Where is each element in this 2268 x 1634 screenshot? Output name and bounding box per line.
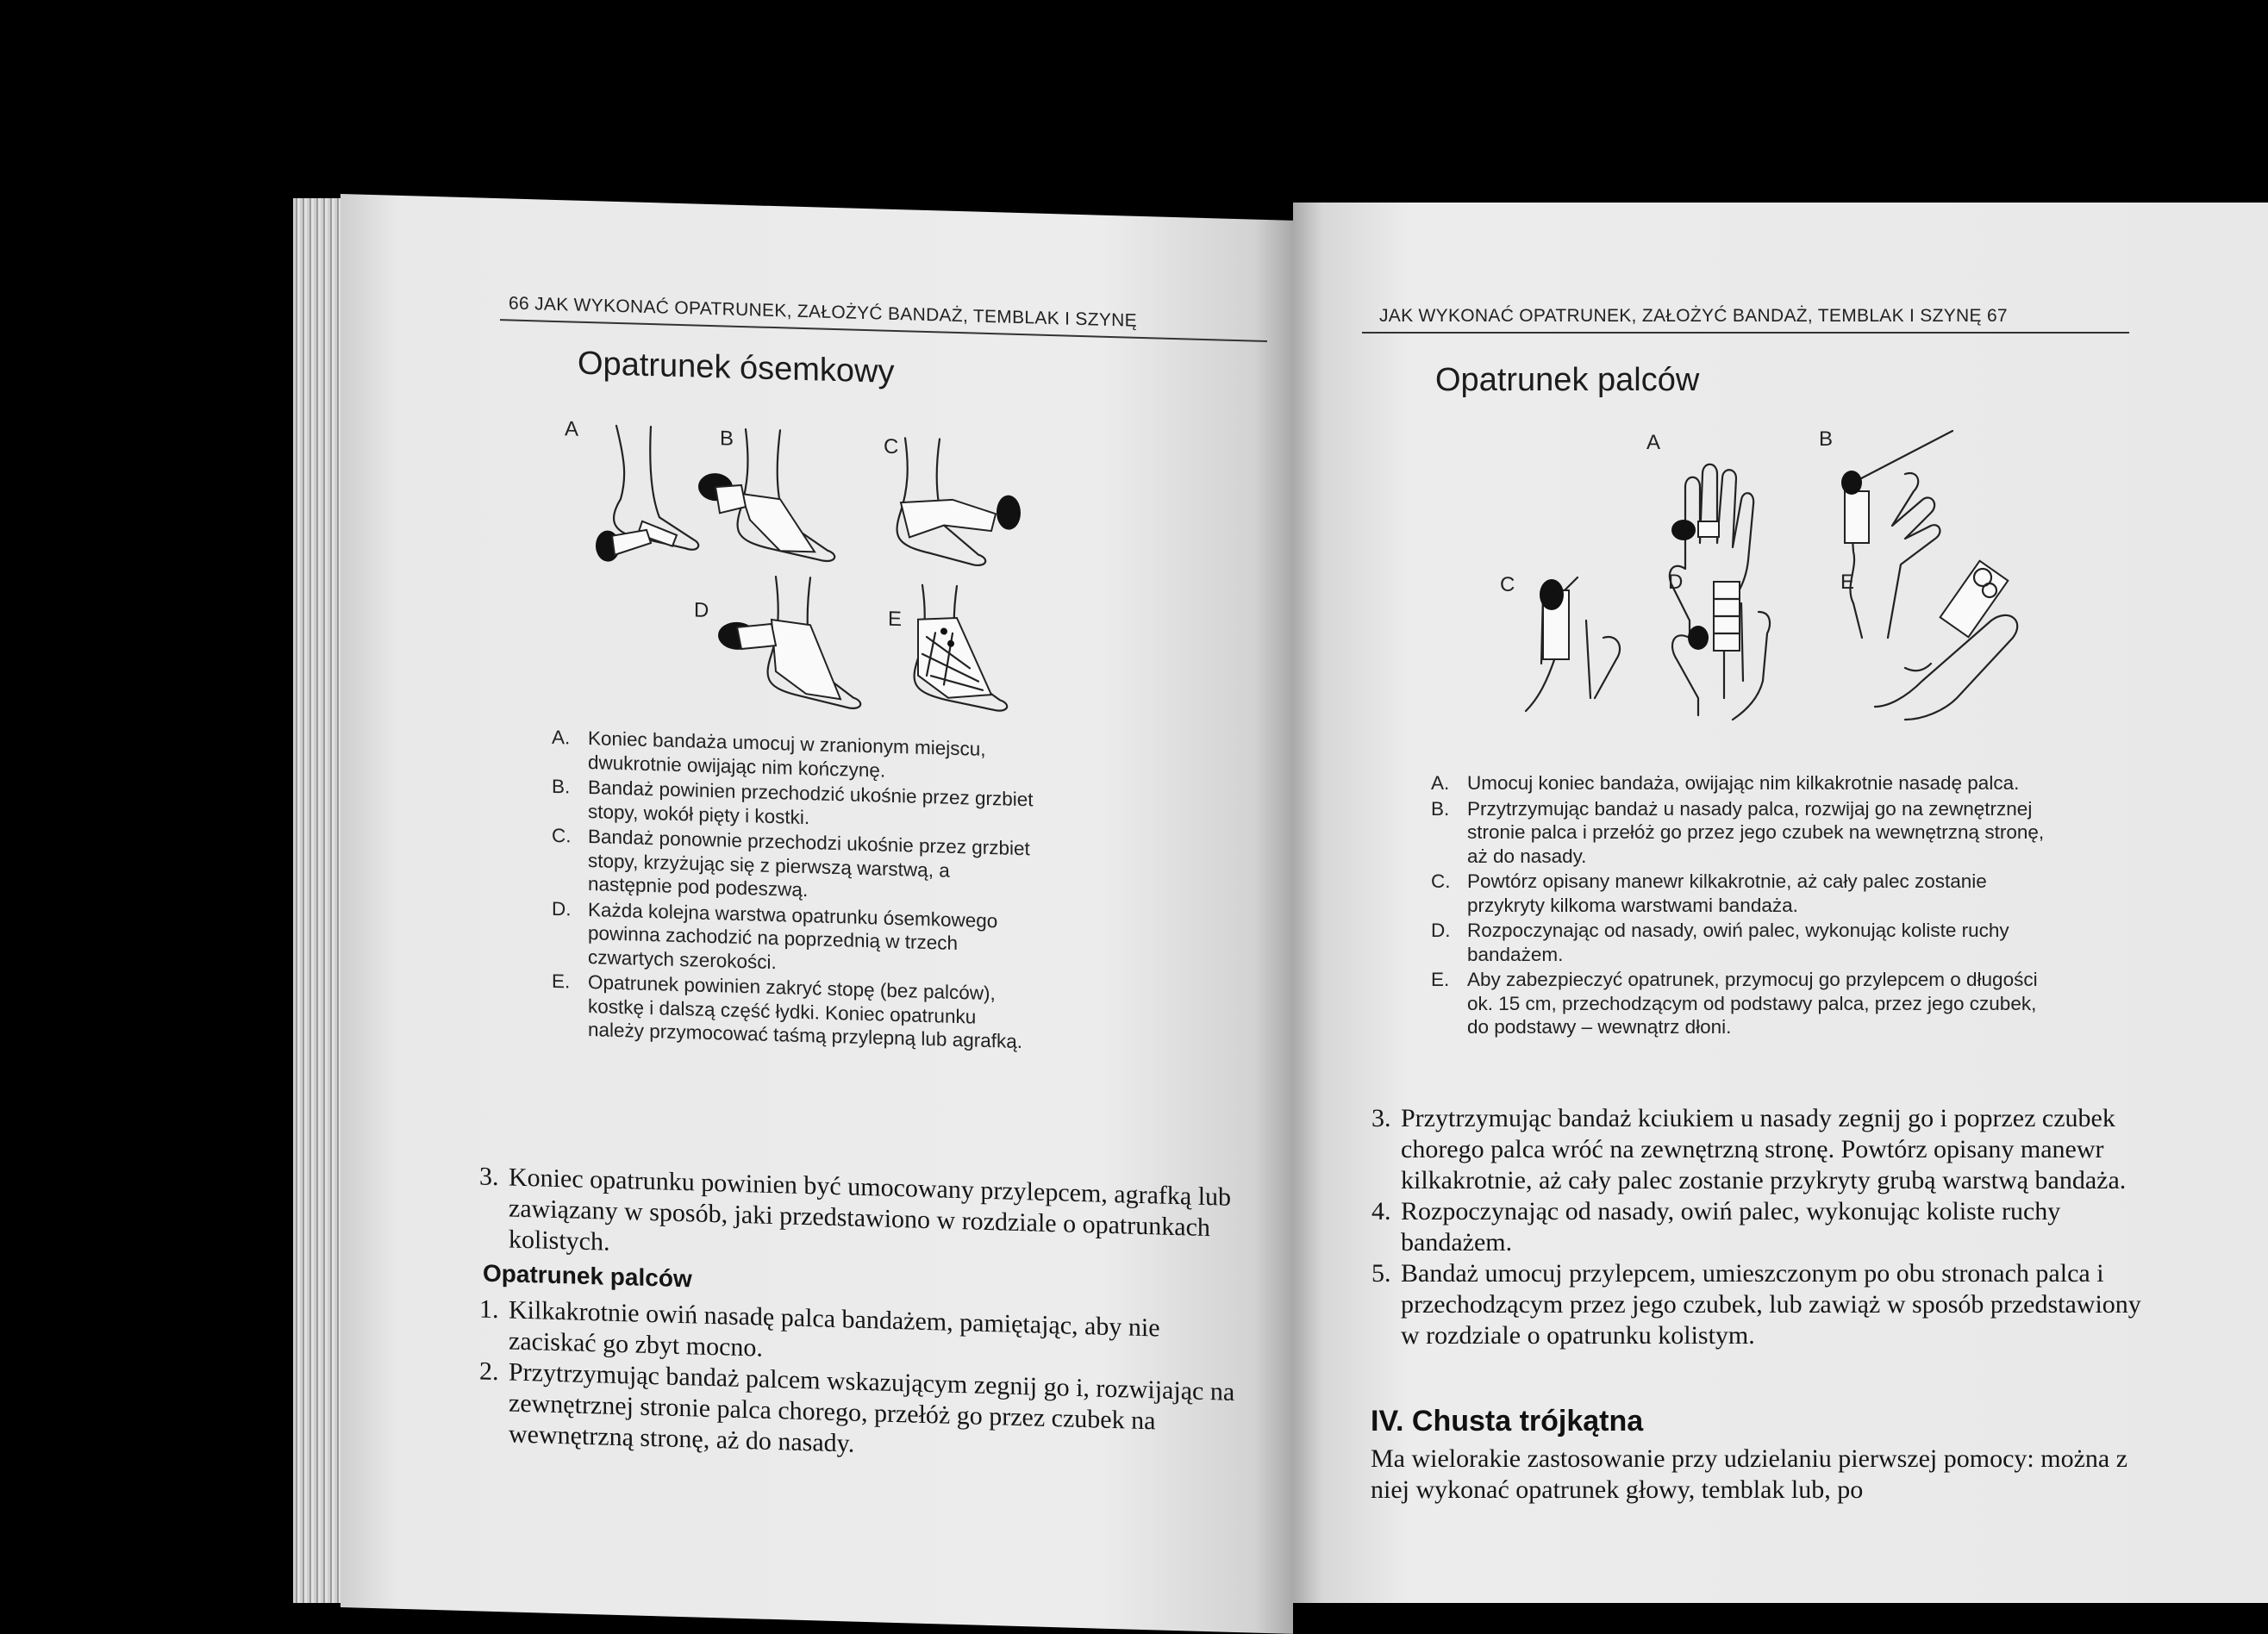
fig-label-e: E	[1840, 571, 1855, 594]
foot-illustration-c	[897, 438, 1021, 566]
right-page	[1293, 203, 2268, 1603]
right-page-header: JAK WYKONAĆ OPATRUNEK, ZAŁOŻYĆ BANDAŻ, TEMBLAK I SZYNĘ 67	[1379, 306, 2008, 326]
foot-illustration-d	[718, 575, 860, 708]
caption-item-c: C. Bandaż ponownie przechodzi ukośnie przez grzbiet stopy, krzyżując się z pierwszą warstwą, a następnie pod podeszwą.	[552, 824, 1030, 901]
caption-item-e: E. Aby zabezpieczyć opatrunek, przymocuj go przylepcem o długości ok. 15 cm, przechodzącym od podstawy palca, przez jego czubek, do podstawy – wewnątrz dłoni.	[1431, 969, 2038, 1038]
left-figure-caption	[552, 726, 1034, 1056]
caption-item-a: A. Umocuj koniec bandaża, owijając nim kilkakrotnie nasadę palca.	[1431, 772, 2020, 794]
hand-illustration-d	[1672, 582, 1770, 720]
right-body-list	[1371, 1103, 2159, 1351]
fig-label-c: C	[884, 434, 899, 459]
left-body-list	[479, 1294, 1241, 1471]
caption-item-d: D. Rozpoczynając od nasady, owiń palec, wykonując koliste ruchy bandażem.	[1431, 920, 2009, 965]
right-figure-caption	[1431, 771, 2047, 1041]
right-body-item-3: 3. Przytrzymując bandaż kciukiem u nasady zegnij go i poprzez czubek chorego palca wróć na zewnętrzną stronę. Powtórz opisany manewr kilkakrotnie, aż cały palec zostanie przykryty grubą warstwą bandaża.	[1371, 1104, 2127, 1194]
caption-item-c: C. Powtórz opisany manewr kilkakrotnie, aż cały palec zostanie przykryty kilkoma warstwami bandaża.	[1431, 870, 1987, 916]
fig-label-a: A	[565, 417, 579, 441]
fig-label-e: E	[888, 607, 903, 632]
chapter-heading: IV. Chusta trójkątna	[1371, 1405, 1644, 1438]
page-stack-edge	[293, 198, 347, 1603]
caption-item-b: B. Bandaż powinien przechodzić ukośnie przez grzbiet stopy, wokół pięty i kostki.	[552, 775, 1034, 828]
foot-illustration-a	[596, 425, 698, 564]
left-subhead: Opatrunek palców	[483, 1259, 692, 1293]
left-page	[341, 194, 1293, 1634]
foot-bandage-figure	[565, 407, 1047, 739]
left-body-item-3: 3. Koniec opatrunku powinien być umocowany przylepcem, agrafką lub zawiązany w sposób, jaki przedstawiono w rozdziale o opatrunkach kolistych.	[479, 1162, 1232, 1257]
right-body-item-4: 4. Rozpoczynając od nasady, owiń palec, wykonując koliste ruchy bandażem.	[1371, 1197, 2061, 1257]
foot-illustration-e	[915, 585, 1008, 711]
right-section-title: Opatrunek palców	[1435, 362, 1700, 398]
fig-label-d: D	[1668, 571, 1684, 594]
caption-item-a: A. Koniec bandaża umocuj w zranionym miejscu, dwukrotnie owijając nim kończynę.	[552, 726, 986, 782]
left-body-item-1: 1. Kilkakrotnie owiń nasadę palca bandażem, pamiętając, aby nie zaciskać go zbyt mocno.	[479, 1294, 1160, 1363]
left-body-item-2: 2. Przytrzymując bandaż palcem wskazującym zegnij go i, rozwijając na zewnętrznej stronie palca chorego, przełóż go przez czubek na wewnętrzną stronę, aż do nasady.	[479, 1356, 1235, 1458]
hand-illustration-b	[1841, 431, 1952, 638]
fig-label-b: B	[1819, 427, 1834, 451]
hand-illustration-c	[1526, 577, 1620, 711]
fig-label-c: C	[1500, 573, 1515, 596]
caption-item-e: E. Opatrunek powinien zakryć stopę (bez palców), kostkę i dalszą część łydki. Koniec opatrunku należy przymocować taśmą przylepną lub agrafką.	[552, 970, 1022, 1053]
right-header-rule	[1362, 332, 2129, 334]
fig-label-d: D	[694, 598, 709, 622]
chapter-intro-text: Ma wielorakie zastosowanie przy udzielaniu pierwszej pomocy: można z niej wykonać opatrunek głowy, temblak lub, po	[1371, 1444, 2128, 1504]
caption-item-d: D. Każda kolejna warstwa opatrunku ósemkowego powinna zachodzić na poprzednią w trzech czwartych szerokości.	[552, 897, 998, 973]
foot-illustration-b	[698, 428, 834, 562]
fig-label-b: B	[720, 427, 734, 451]
left-page-header: 66 JAK WYKONAĆ OPATRUNEK, ZAŁOŻYĆ BANDAŻ, TEMBLAK I SZYNĘ	[509, 293, 1137, 331]
left-section-title: Opatrunek ósemkowy	[578, 345, 895, 390]
fig-label-a: A	[1646, 431, 1661, 454]
caption-item-b: B. Przytrzymując bandaż u nasady palca, rozwijaj go na zewnętrznej stronie palca i przełóż go przez jego czubek na wewnętrzną stronę, aż do nasady.	[1431, 797, 2045, 867]
right-body-item-5: 5. Bandaż umocuj przylepcem, umieszczonym po obu stronach palca i przechodzącym przez jego czubek, lub zawiąż w sposób przedstawiony w rozdziale o opatrunku kolistym.	[1371, 1259, 2141, 1350]
